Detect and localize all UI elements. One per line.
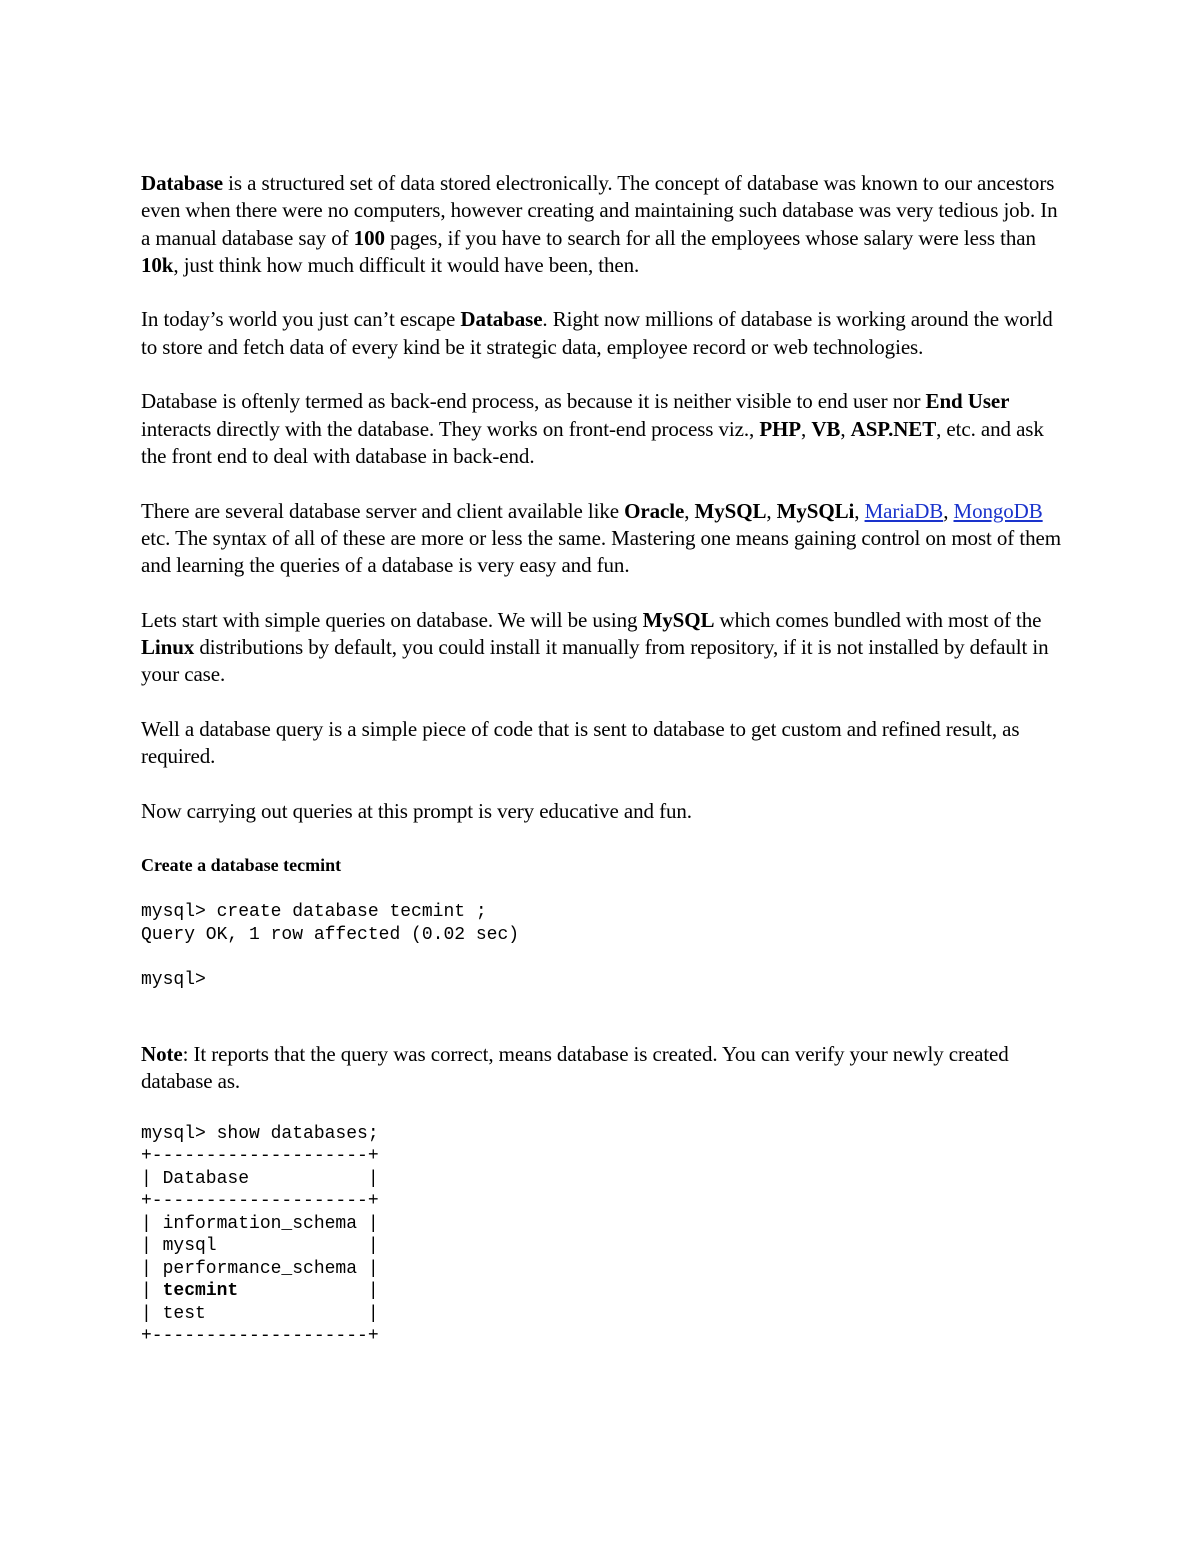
text-run: | [141,1281,163,1302]
paragraph-intro [141,170,1071,279]
bold-term: MySQLi [776,498,855,523]
text-run: , [854,498,865,523]
text-run: There are several database server and client available like [141,498,625,523]
code-line: mysql> [141,969,206,990]
document-page [141,170,1071,1370]
text-run: , [840,416,851,441]
text-run: , [801,416,812,441]
bold-term: 100 [353,225,385,250]
table-row: | test | [141,1303,379,1324]
text-run: , etc. and ask the front end to deal with database in back-end. [141,416,1044,468]
code-line: mysql> create database tecmint ; [141,902,487,923]
bold-term: Database [460,307,543,332]
code-block-create [141,901,1071,991]
bold-term: End User [925,389,1010,414]
text-run: pages, if you have to search for all the employees whose salary were less than [384,225,1036,250]
text-run: , [684,498,695,523]
paragraph-note [141,1041,1071,1096]
text-run: etc. The syntax of all of these are more or less the same. Mastering one means gaining control on most of them and learning the queries of a database is very easy and fun. [141,525,1061,578]
text-run: is a structured set of data stored electronically. The concept of database was known to our ancestors even when there were no computers, however creating and maintaining such database was very tedious job. In a manual database say of [141,171,1058,250]
text-run: . Right now millions of database is working around the world to store and fetch data of every kind be it strategic data, employee record or web technologies. [141,307,1053,359]
spacer [141,1014,1071,1041]
table-border: +--------------------+ [141,1326,379,1347]
bold-term: VB [811,416,841,441]
text-run: : It reports that the query was correct, means database is created. You can verify your newly created database as. [141,1041,1009,1094]
table-row: | mysql | [141,1236,379,1257]
text-run: | [238,1281,379,1302]
bold-term: Note [141,1041,183,1066]
text-run: , [766,498,777,523]
text-run: interacts directly with the database. They works on front-end process viz., [141,416,760,441]
bold-term: PHP [759,416,802,441]
bold-term: Oracle [624,498,685,523]
code-line: Query OK, 1 row affected (0.02 sec) [141,924,520,945]
text-run: which comes bundled with most of the [714,607,1042,632]
code-block-show-databases [141,1123,1071,1348]
bold-term: tecmint [162,1281,239,1302]
table-header: | Database | [141,1168,379,1189]
bold-term: ASP.NET [850,416,937,441]
mariadb-link[interactable]: MariaDB [864,498,944,523]
paragraph-servers [141,498,1071,580]
table-row: | performance_schema | [141,1258,379,1279]
table-border: +--------------------+ [141,1146,379,1167]
table-row [141,1281,379,1301]
paragraph-todays-world [141,306,1071,361]
section-heading: Create a database tecmint [141,855,342,876]
bold-term: Database [141,171,224,195]
paragraph-simple-queries [141,607,1071,689]
bold-term: Linux [141,635,195,660]
table-row: | information_schema | [141,1213,379,1234]
text-run: In today’s world you just can’t escape [141,307,461,332]
mongodb-link[interactable]: MongoDB [953,498,1043,523]
text-run: , just think how much difficult it would have been, then. [173,252,640,277]
text-run: distributions by default, you could install it manually from repository, if it is not installed by default in your case. [141,635,1049,687]
bold-term: MySQL [642,607,715,632]
text-run: , [943,498,954,523]
text-run: Lets start with simple queries on database. We will be using [141,607,643,632]
bold-term: MySQL [694,498,767,523]
table-border: +--------------------+ [141,1191,379,1212]
paragraph-prompt-fun: Now carrying out queries at this prompt is very educative and fun. [141,798,692,823]
code-line: mysql> show databases; [141,1123,379,1144]
paragraph-backend [141,388,1071,470]
paragraph-query-definition: Well a database query is a simple piece of code that is sent to database to get custom and refined result, as required. [141,716,1020,769]
bold-term: 10k [141,252,174,277]
text-run: Database is oftenly termed as back-end process, as because it is neither visible to end user nor [141,389,926,414]
